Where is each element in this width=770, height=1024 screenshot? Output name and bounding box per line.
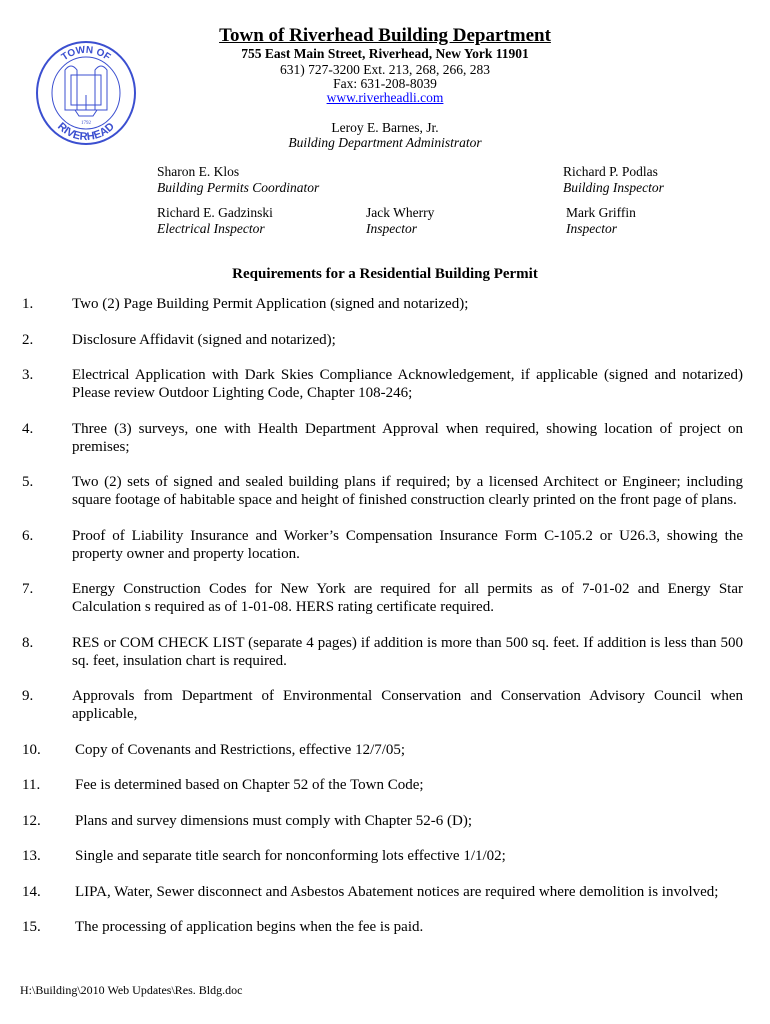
staff-name: Richard E. Gadzinski: [157, 205, 273, 220]
requirement-item: [22, 918, 743, 936]
item-text: Plans and survey dimensions must comply with Chapter 52-6 (D);: [75, 812, 473, 829]
staff-name: Sharon E. Klos: [157, 164, 240, 179]
staff-entry: [157, 164, 319, 196]
item-number: 5.: [22, 474, 34, 490]
requirement-item: [22, 847, 743, 865]
staff-name: Richard P. Podlas: [563, 164, 658, 179]
requirement-item: [22, 741, 743, 759]
item-number: 1.: [22, 296, 34, 312]
requirement-item: [22, 687, 743, 723]
item-number: 2.: [22, 331, 34, 348]
requirement-item: [22, 295, 743, 313]
item-number: 8.: [22, 634, 34, 651]
item-number: 10.: [22, 741, 41, 758]
item-text: Copy of Covenants and Restrictions, effective 12/7/05;: [75, 741, 406, 758]
item-text: Electrical Application with Dark Skies Compliance Acknowledgement, if applicable (signed and notarized) Please review Outdoor Lighting Code, Chapter 108-246;: [72, 367, 743, 401]
footer-file-path: H:\Building\2010 Web Updates\Res. Bldg.doc: [20, 983, 243, 997]
item-text: Approvals from Department of Environmental Conservation and Conservation Advisory Council when applicable,: [72, 688, 743, 722]
item-number: 12.: [22, 812, 41, 829]
item-text: Two (2) sets of signed and sealed building plans if required; by a licensed Architect or Engineer; including square footage of habitable space and height of finished construction clearly printed on the front page of plans.: [72, 474, 743, 508]
svg-text:RIVERHEAD: RIVERHEAD: [55, 120, 117, 144]
staff-title: Inspector: [366, 221, 417, 236]
requirement-item: [22, 366, 743, 402]
staff-entry: [366, 205, 434, 237]
requirements-list: [22, 295, 743, 954]
requirement-item: [22, 420, 743, 456]
item-number: 14.: [22, 883, 41, 900]
staff-title: Building Permits Coordinator: [157, 180, 320, 195]
requirement-item: [22, 473, 743, 509]
requirement-item: [22, 331, 743, 349]
item-text: Single and separate title search for nonconforming lots effective 1/1/02;: [75, 848, 506, 864]
item-number: 4.: [22, 420, 34, 437]
administrator-title: Building Department Administrator: [288, 135, 482, 150]
staff-entry: [566, 205, 636, 237]
staff-entry: [563, 164, 664, 196]
requirement-item: [22, 580, 743, 616]
item-text: Two (2) Page Building Permit Application (signed and notarized);: [72, 296, 469, 312]
svg-text:1792: 1792: [81, 121, 91, 126]
staff-title: Building Inspector: [563, 180, 664, 195]
item-number: 11.: [22, 777, 41, 793]
item-number: 6.: [22, 527, 34, 544]
svg-text:TOWN OF: TOWN OF: [59, 44, 113, 64]
item-text: Disclosure Affidavit (signed and notarized);: [72, 331, 336, 348]
fax: Fax: 631-208-8039: [333, 76, 437, 91]
requirement-item: [22, 776, 743, 794]
requirements-heading: Requirements for a Residential Building Permit: [232, 266, 538, 282]
address: 755 East Main Street, Riverhead, New York 11901: [241, 46, 529, 61]
item-text: Energy Construction Codes for New York are required for all permits as of 7-01-02 and Energy Star Calculation s required as of 1-01-08. HERS rating certificate required.: [72, 581, 743, 615]
item-number: 15.: [22, 919, 41, 935]
website-link[interactable]: www.riverheadli.com: [326, 90, 444, 105]
administrator-name: Leroy E. Barnes, Jr.: [331, 120, 439, 135]
item-text: Fee is determined based on Chapter 52 of the Town Code;: [75, 777, 424, 793]
item-number: 3.: [22, 367, 34, 383]
phone: 631) 727-3200 Ext. 213, 268, 266, 283: [280, 62, 490, 77]
requirement-item: [22, 634, 743, 670]
item-text: LIPA, Water, Sewer disconnect and Asbestos Abatement notices are required where demolition is involved;: [75, 883, 719, 900]
item-number: 7.: [22, 581, 34, 597]
item-text: The processing of application begins when the fee is paid.: [75, 919, 424, 935]
page-title: Town of Riverhead Building Department: [219, 25, 551, 46]
staff-title: Inspector: [566, 221, 617, 236]
requirement-item: [22, 812, 743, 830]
item-number: 13.: [22, 848, 41, 864]
item-text: RES or COM CHECK LIST (separate 4 pages) if addition is more than 500 sq. feet. If addition is less than 500 sq. feet, insulation chart is required.: [72, 634, 743, 669]
item-text: Proof of Liability Insurance and Worker’s Compensation Insurance Form C-105.2 or U26.3, showing the property owner and property location.: [72, 527, 743, 562]
staff-title: Electrical Inspector: [157, 221, 265, 236]
staff-name: Mark Griffin: [566, 205, 636, 220]
item-text: Three (3) surveys, one with Health Department Approval when required, showing location of project on premises;: [72, 420, 743, 455]
requirement-item: [22, 527, 743, 563]
requirement-item: [22, 883, 743, 901]
staff-entry: [157, 205, 273, 237]
item-number: 9.: [22, 688, 34, 704]
staff-name: Jack Wherry: [366, 205, 435, 220]
